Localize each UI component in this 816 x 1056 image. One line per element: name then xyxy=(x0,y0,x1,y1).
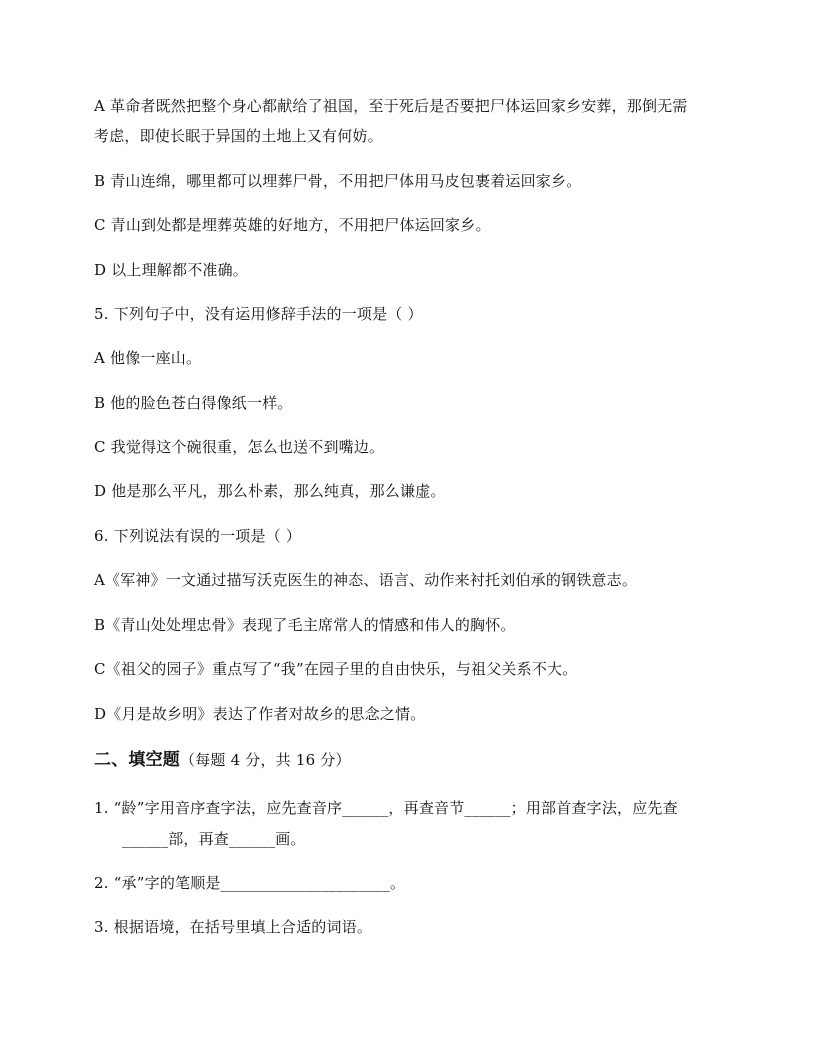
q4-option-d: D 以上理解都不准确。 xyxy=(94,261,248,279)
q6-option-a: A《军神》一文通过描写沃克医生的神态、语言、动作来衬托刘伯承的钢铁意志。 xyxy=(94,571,638,589)
fill-q1-line1: 1. “龄”字用音序查字法，应先查音序______，再查音节______；用部首查字法，应先查 xyxy=(94,799,678,817)
q5-option-d: D 他是那么平凡，那么朴素，那么纯真，那么谦虚。 xyxy=(94,482,446,500)
q5-stem: 5. 下列句子中，没有运用修辞手法的一项是（ ） xyxy=(94,305,423,323)
fill-q2: 2. “承”字的笔顺是______________________。 xyxy=(94,874,406,892)
q6-option-c: C《祖父的园子》重点写了“我”在园子里的自由快乐，与祖父关系不大。 xyxy=(94,660,578,678)
section-score-note: （每题 4 分，共 16 分） xyxy=(180,751,351,769)
q6-stem: 6. 下列说法有误的一项是（ ） xyxy=(94,527,302,545)
section-title: 二、填空题 xyxy=(94,750,180,770)
q6-option-b: B《青山处处埋忠骨》表现了毛主席常人的情感和伟人的胸怀。 xyxy=(94,616,516,634)
q5-option-a: A 他像一座山。 xyxy=(94,349,202,367)
q4-option-a-line2: 考虑，即使长眠于异国的土地上又有何妨。 xyxy=(94,127,383,145)
q6-option-d: D《月是故乡明》表达了作者对故乡的思念之情。 xyxy=(94,705,426,723)
q5-option-b: B 他的脸色苍白得像纸一样。 xyxy=(94,394,293,412)
q4-option-c: C 青山到处都是埋葬英雄的好地方，不用把尸体运回家乡。 xyxy=(94,216,491,234)
q4-option-b: B 青山连绵，哪里都可以埋葬尸骨，不用把尸体用马皮包裹着运回家乡。 xyxy=(94,172,582,190)
q4-option-a-line1: A 革命者既然把整个身心都献给了祖国，至于死后是否要把尸体运回家乡安葬，那倒无需 xyxy=(94,97,688,115)
q5-option-c: C 我觉得这个碗很重，怎么也送不到嘴边。 xyxy=(94,438,385,456)
section-heading xyxy=(94,749,351,771)
fill-q1-line2: ______部，再查______画。 xyxy=(122,830,306,848)
fill-q3: 3. 根据语境，在括号里填上合适的词语。 xyxy=(94,918,373,936)
